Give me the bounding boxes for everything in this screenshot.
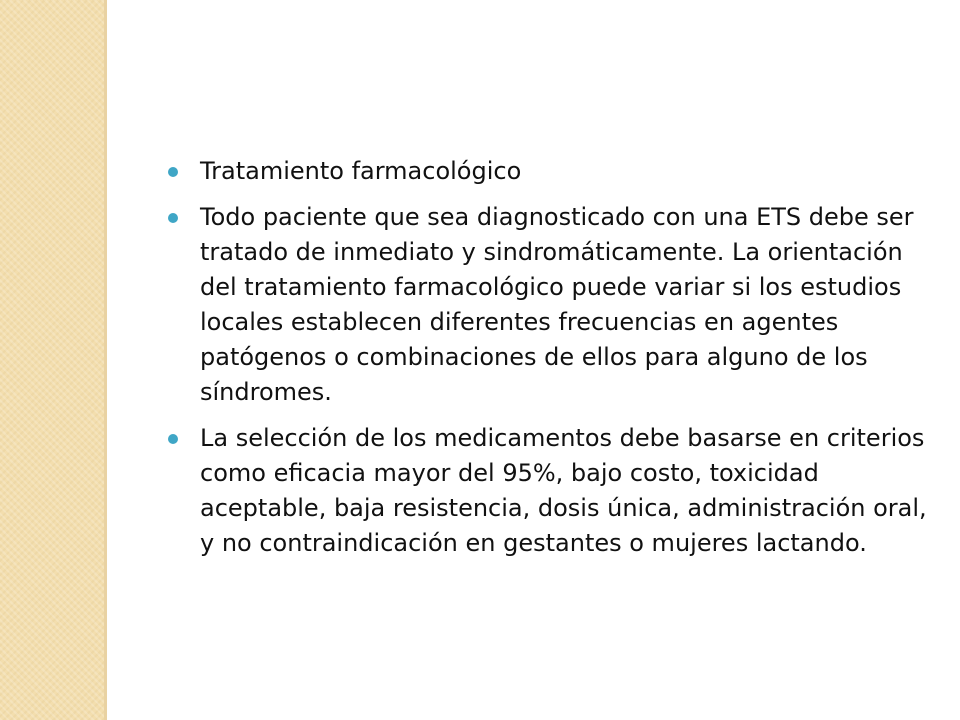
bullet-text: La selección de los medicamentos debe basarse en criterios como eficacia mayor del 95%, bajo costo, toxicidad aceptable, baja resistencia, dosis única, administración oral, y no contraindicación en gestantes o mujeres lactando. <box>200 424 927 557</box>
bullet-list <box>164 154 934 561</box>
slide-content <box>164 154 934 572</box>
bullet-item-2 <box>164 200 934 410</box>
bullet-item-3 <box>164 421 934 561</box>
bullet-item-1 <box>164 154 934 189</box>
side-band-edge <box>104 0 107 720</box>
circle-bullet-icon <box>168 213 178 223</box>
circle-bullet-icon <box>168 167 178 177</box>
bullet-text: Todo paciente que sea diagnosticado con una ETS debe ser tratado de inmediato y sindromáticamente. La orientación del tratamiento farmacológico puede variar si los estudios locales establecen diferentes frecuencias en agentes patógenos o combinaciones de ellos para alguno de los síndromes. <box>200 203 914 406</box>
decorative-side-band <box>0 0 104 720</box>
bullet-text: Tratamiento farmacológico <box>200 157 522 185</box>
circle-bullet-icon <box>168 434 178 444</box>
